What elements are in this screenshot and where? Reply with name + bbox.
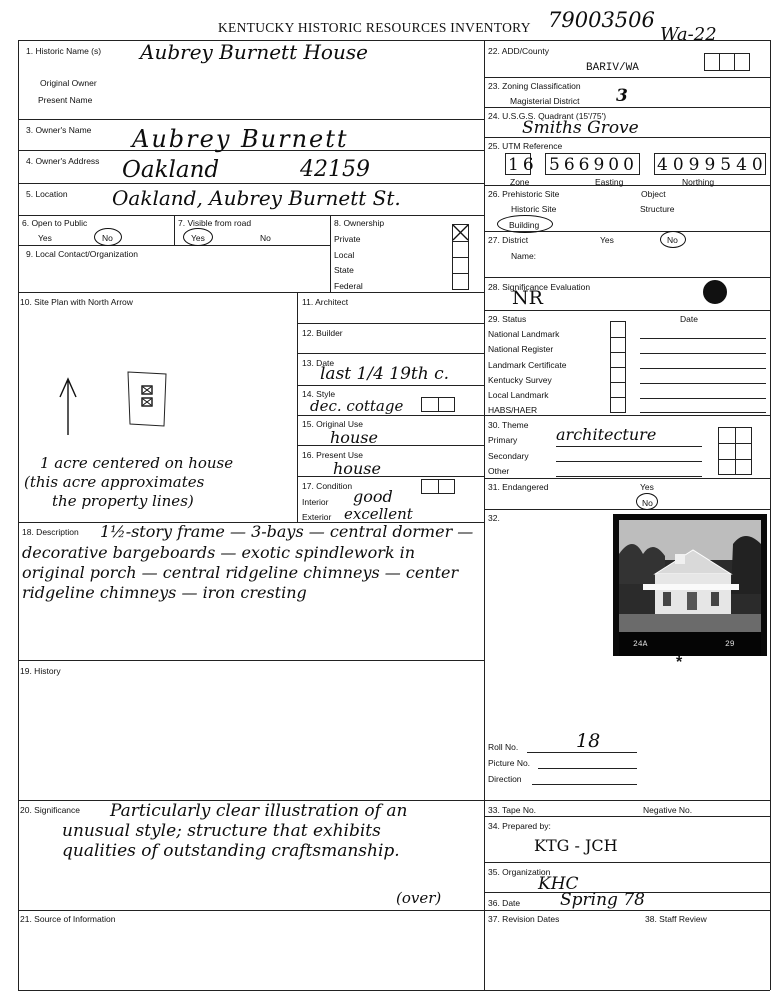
ownership-local: Local	[334, 250, 355, 260]
visible-road-label: 7. Visible from road	[178, 218, 252, 228]
open-public-no-circle	[94, 228, 122, 246]
present-name-label: Present Name	[38, 95, 93, 105]
open-public-no: No	[102, 233, 113, 243]
rule-after-20	[18, 910, 484, 911]
owner-name-label: 3. Owner's Name	[26, 125, 92, 135]
visible-road-yes-circle	[183, 228, 213, 246]
divider-6-7	[174, 215, 175, 245]
rule-29	[484, 415, 770, 416]
house-photograph	[613, 514, 767, 656]
roll-number-line	[527, 752, 637, 753]
rule-27	[484, 277, 770, 278]
add-county-box-divider-2	[734, 53, 735, 71]
revision-dates-label: 37. Revision Dates	[488, 914, 560, 924]
open-public-label: 6. Open to Public	[22, 218, 88, 228]
ownership-box-divider-3	[452, 273, 469, 274]
rule-after-1	[18, 119, 484, 120]
magisterial-district-value: 3	[616, 86, 628, 106]
rule-14	[297, 415, 484, 416]
condition-interior-value: good	[353, 487, 393, 506]
form-right-border	[770, 40, 771, 990]
object-label: Object	[641, 189, 666, 199]
center-column-divider	[484, 40, 485, 990]
endangered-no: No	[642, 498, 653, 508]
ownership-box-divider-2	[452, 257, 469, 258]
location-value: Oakland, Aubrey Burnett St.	[112, 186, 401, 210]
add-county-box-divider-1	[719, 53, 720, 71]
prepared-by-value: KTG - JCH	[534, 836, 618, 855]
north-arrow-icon	[56, 375, 80, 437]
status-date-line-3	[640, 368, 766, 369]
site-number: Wa-22	[660, 24, 717, 45]
direction-label: Direction	[488, 774, 522, 784]
theme-other-line	[556, 476, 702, 477]
site-plan-label: 10. Site Plan with North Arrow	[20, 297, 133, 307]
status-box-divider-2	[610, 352, 626, 353]
ownership-private: Private	[334, 234, 361, 244]
usgs-quadrant-value: Smiths Grove	[522, 118, 639, 138]
builder-label: 12. Builder	[302, 328, 343, 338]
owner-address-label: 4. Owner's Address	[26, 156, 100, 166]
rule-22	[484, 77, 770, 78]
usgs-quadrant-label: 24. U.S.G.S. Quadrant (15'/75')	[488, 111, 607, 121]
prehistoric-site-label: 26. Prehistoric Site	[488, 189, 560, 199]
staff-review-label: 38. Staff Review	[645, 914, 707, 924]
theme-box-hdivider-2	[718, 459, 752, 460]
significance-over-note: (over)	[396, 889, 442, 907]
punch-hole-mark	[703, 280, 727, 304]
condition-label: 17. Condition	[302, 481, 353, 491]
rule-after-18	[18, 660, 484, 661]
theme-primary-value: architecture	[556, 425, 657, 444]
direction-line	[532, 784, 637, 785]
rule-after-6-7	[18, 245, 330, 246]
theme-primary-label: Primary	[488, 435, 518, 445]
style-label: 14. Style	[302, 389, 336, 399]
description-line-1: 1½-story frame — 3-bays — central dormer —	[100, 522, 474, 541]
district-no: No	[667, 235, 678, 245]
significance-line-3: qualities of outstanding craftsmanship.	[62, 841, 400, 861]
status-date-line-4	[640, 383, 766, 384]
status-label: 29. Status	[488, 314, 527, 324]
tape-number-label: 33. Tape No.	[488, 805, 537, 815]
theme-secondary-line	[556, 461, 702, 462]
owner-address-zip: 42159	[300, 157, 370, 182]
local-contact-label: 9. Local Contact/Organization	[26, 249, 138, 259]
ownership-state: State	[334, 265, 354, 275]
condition-interior-label: Interior	[302, 497, 329, 507]
add-county-value: BARIV/WA	[586, 62, 639, 74]
condition-exterior-label: Exterior	[302, 512, 332, 522]
rule-12	[297, 353, 484, 354]
ownership-label: 8. Ownership	[334, 218, 385, 228]
roll-number-value: 18	[576, 730, 601, 752]
organization-label: 35. Organization	[488, 867, 551, 877]
endangered-yes: Yes	[640, 482, 654, 492]
rule-after-8-9	[18, 292, 484, 293]
rule-32	[484, 800, 770, 801]
theme-box-vdivider	[735, 427, 736, 475]
picture-number-label: Picture No.	[488, 758, 531, 768]
architect-label: 11. Architect	[302, 297, 349, 307]
history-label: 19. History	[20, 666, 61, 676]
building-label: Building	[509, 220, 540, 230]
add-county-label: 22. ADD/County	[488, 46, 549, 56]
rule-33	[484, 816, 770, 817]
status-date-line-6	[640, 412, 766, 413]
historic-name-label: 1. Historic Name (s)	[26, 46, 102, 56]
significance-label: 20. Significance	[20, 805, 81, 815]
significance-eval-label: 28. Significance Evaluation	[488, 282, 591, 292]
visible-road-no: No	[260, 233, 271, 243]
status-date-line-5	[640, 398, 766, 399]
status-date-label: Date	[680, 314, 698, 324]
divider-10-11	[297, 292, 298, 522]
utm-easting-label: Easting	[595, 177, 624, 187]
condition-code-box-divider	[438, 479, 439, 494]
site-plan-note-1: 1 acre centered on house	[40, 454, 234, 472]
endangered-label: 31. Endangered	[488, 482, 549, 492]
status-local-landmark: Local Landmark	[488, 390, 549, 400]
rule-31	[484, 509, 770, 510]
rule-36	[484, 910, 770, 911]
theme-other-label: Other	[488, 466, 510, 476]
form-date-value: Spring 78	[560, 890, 645, 910]
owner-name-value: Aubrey Burnett	[132, 125, 349, 153]
add-county-code-box	[704, 53, 750, 71]
status-landmark-certificate: Landmark Certificate	[488, 360, 567, 370]
historic-name-value: Aubrey Burnett House	[140, 40, 368, 64]
negative-number-label: Negative No.	[643, 805, 693, 815]
prepared-by-label: 34. Prepared by:	[488, 821, 551, 831]
style-value: dec. cottage	[310, 397, 404, 415]
endangered-no-circle	[636, 493, 658, 510]
historic-site-label: Historic Site	[511, 204, 557, 214]
zoning-label: 23. Zoning Classification	[488, 81, 581, 91]
district-name-label: Name:	[511, 251, 537, 261]
rule-30	[484, 478, 770, 479]
rule-23	[484, 107, 770, 108]
status-date-line-2	[640, 353, 766, 354]
magisterial-district-label: Magisterial District	[510, 96, 580, 106]
status-kentucky-survey: Kentucky Survey	[488, 375, 552, 385]
photo-frame-right-number: 29	[725, 640, 735, 649]
rule-after-5	[18, 215, 484, 216]
utm-easting-value: 566900	[549, 155, 638, 175]
form-date-label: 36. Date	[488, 898, 521, 908]
utm-northing-label: Northing	[682, 177, 715, 187]
rule-after-4	[18, 183, 484, 184]
description-label: 18. Description	[22, 527, 79, 537]
utm-zone-label: Zone	[510, 177, 530, 187]
rule-16	[297, 476, 484, 477]
utm-zone-value: 16	[508, 155, 538, 175]
rule-34	[484, 862, 770, 863]
picture-number-line	[538, 768, 637, 769]
district-yes: Yes	[600, 235, 614, 245]
status-box-divider-1	[610, 337, 626, 338]
utm-reference-label: 25. UTM Reference	[488, 141, 563, 151]
original-use-label: 15. Original Use	[302, 419, 363, 429]
rule-13	[297, 385, 484, 386]
rule-15	[297, 445, 484, 446]
structure-label: Structure	[640, 204, 675, 214]
visible-road-yes: Yes	[191, 233, 205, 243]
rule-28	[484, 310, 770, 311]
status-date-line-1	[640, 338, 766, 339]
style-code-box-divider	[438, 397, 439, 412]
rule-11	[297, 323, 484, 324]
status-box-divider-5	[610, 397, 626, 398]
ownership-federal: Federal	[334, 281, 363, 291]
divider-7-8	[330, 215, 331, 292]
inventory-number: 79003506	[548, 8, 655, 32]
theme-primary-line	[556, 446, 702, 447]
theme-box-hdivider-1	[718, 443, 752, 444]
status-habs-haer: HABS/HAER	[488, 405, 538, 415]
description-line-4: ridgeline chimneys — iron cresting	[22, 583, 307, 602]
theme-secondary-label: Secondary	[488, 451, 529, 461]
photo-frame-left-number: 24A	[633, 640, 648, 649]
status-box-divider-4	[610, 382, 626, 383]
site-plan-note-2: (this acre approximates	[24, 473, 205, 491]
open-public-yes: Yes	[38, 233, 52, 243]
form-top-border	[18, 40, 770, 41]
description-line-3: original porch — central ridgeline chimneys — center	[22, 563, 459, 582]
district-no-circle	[660, 231, 686, 248]
theme-label: 30. Theme	[488, 420, 529, 430]
status-national-landmark: National Landmark	[488, 329, 560, 339]
date-value: last 1/4 19th c.	[320, 364, 450, 384]
photo-star-mark: *	[676, 654, 683, 671]
roll-number-label: Roll No.	[488, 742, 519, 752]
location-label: 5. Location	[26, 189, 68, 199]
present-use-label: 16. Present Use	[302, 450, 363, 460]
date-label: 13. Date	[302, 358, 335, 368]
significance-line-2: unusual style; structure that exhibits	[62, 821, 381, 841]
present-use-value: house	[333, 459, 381, 478]
organization-value: KHC	[538, 874, 579, 894]
building-circle	[497, 215, 553, 233]
original-use-value: house	[330, 428, 378, 447]
district-label: 27. District	[488, 235, 529, 245]
utm-northing-value: 4099540	[657, 155, 768, 175]
site-plan-note-3: the property lines)	[52, 492, 194, 510]
significance-eval-value: NR	[512, 287, 543, 309]
ownership-box-divider-1	[452, 241, 469, 242]
house-photo-image	[613, 514, 767, 656]
form-bottom-border	[18, 990, 770, 991]
significance-line-1: Particularly clear illustration of an	[110, 801, 408, 821]
source-info-label: 21. Source of Information	[20, 914, 116, 924]
condition-exterior-value: excellent	[344, 505, 413, 523]
site-plan-house-sketch	[122, 368, 170, 430]
ownership-private-checkmark-icon	[452, 224, 469, 241]
owner-address-city: Oakland	[122, 157, 220, 183]
photo-section-label: 32.	[488, 513, 500, 523]
status-box-divider-3	[610, 367, 626, 368]
status-national-register: National Register	[488, 344, 554, 354]
description-line-2: decorative bargeboards — exotic spindlework in	[22, 543, 416, 562]
original-owner-label: Original Owner	[40, 78, 97, 88]
form-title: KENTUCKY HISTORIC RESOURCES INVENTORY	[218, 20, 531, 35]
